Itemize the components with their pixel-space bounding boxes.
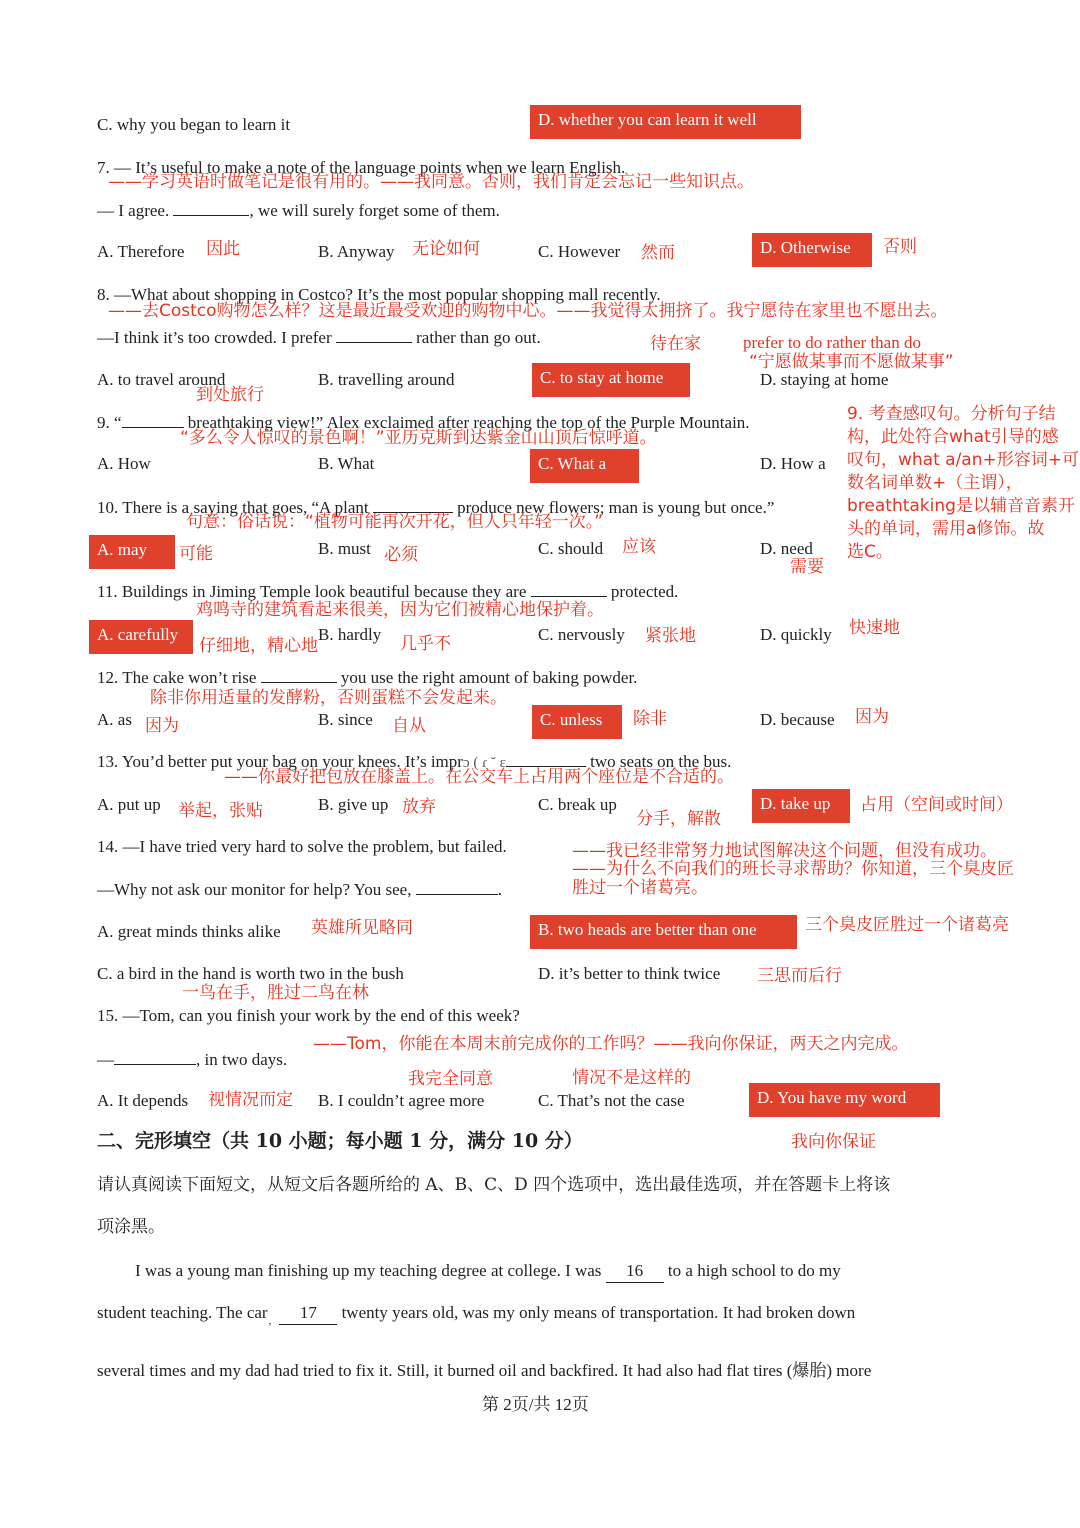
q9-expl-line: 构，此处符合what引导的感 bbox=[847, 427, 1059, 447]
q14-option-d: D. it’s better to think twice bbox=[538, 964, 721, 983]
q14-option-b-answer: B. two heads are better than one bbox=[530, 915, 797, 949]
q9-explanation bbox=[847, 403, 1077, 564]
q12-option-c-note: 除非 bbox=[633, 709, 667, 729]
q13-option-b-note: 放弃 bbox=[402, 797, 436, 817]
q10-option-a-note: 可能 bbox=[179, 544, 213, 564]
q10-question: 10. There is a saying that goes, “A plant produce new flowers; man is young but once.” bbox=[97, 498, 775, 517]
q7-answer-line: — I agree. , we will surely forget some of them. bbox=[97, 201, 500, 220]
q9-option-d: D. How a bbox=[760, 454, 826, 473]
q14-question: 14. —I have tried very hard to solve the problem, but failed. bbox=[97, 837, 507, 856]
q10-option-c-note: 应该 bbox=[622, 537, 656, 557]
q13-option-c-note: 分手，解散 bbox=[636, 809, 721, 829]
q12-option-a: A. as bbox=[97, 710, 132, 729]
section-instruction-2: 项涂黑。 bbox=[97, 1217, 165, 1237]
q11-option-a-note: 仔细地，精心地 bbox=[199, 636, 318, 656]
blank-16[interactable]: 16 bbox=[606, 1260, 664, 1283]
q6-option-c: C. why you began to learn it bbox=[97, 115, 291, 134]
q7-question: 7. — It’s useful to make a note of the language points when we learn English. bbox=[97, 158, 626, 177]
q8-blank bbox=[336, 326, 412, 343]
q14-translation-1: ——我已经非常努力地试图解决这个问题，但没有成功。 bbox=[572, 841, 997, 861]
q11-option-b-note: 几乎不 bbox=[400, 634, 451, 654]
q15-option-b-note: 我完全同意 bbox=[408, 1069, 493, 1089]
q8-note-meaning: “宁愿做某事而不愿做某事” bbox=[749, 352, 954, 372]
q11-option-c: C. nervously bbox=[538, 625, 625, 644]
q8-answer-line: —I think it’s too crowded. I prefer rather than go out. bbox=[97, 328, 541, 347]
q9-expl-line: breathtaking是以辅音音素开 bbox=[847, 496, 1075, 516]
q10-option-d: D. need bbox=[760, 539, 813, 558]
q10-option-b: B. must bbox=[318, 539, 371, 558]
q15-blank bbox=[114, 1048, 196, 1065]
q14-option-b-note: 三个臭皮匠胜过一个诸葛亮 bbox=[805, 915, 1009, 935]
q14-option-c: C. a bird in the hand is worth two in the bush bbox=[97, 964, 404, 983]
q14-option-a-note: 英雄所见略同 bbox=[311, 918, 413, 938]
page-number: 第 2页/共 12页 bbox=[482, 1395, 589, 1414]
q7-option-b-note: 无论如何 bbox=[412, 239, 480, 259]
q12-option-b-note: 自从 bbox=[392, 716, 426, 736]
passage-line-3: several times and my dad had tried to fix it. Still, it burned oil and backfired. It had also had flat tires (爆胎) more bbox=[97, 1361, 872, 1380]
passage-line-1: I was a young man finishing up my teaching degree at college. I was 16 to a high school to do my bbox=[135, 1260, 841, 1283]
q8-note-stay-home: 待在家 bbox=[650, 334, 701, 354]
q15-question: 15. —Tom, can you finish your work by the end of this week? bbox=[97, 1006, 520, 1025]
q7-option-d-note: 否则 bbox=[883, 237, 917, 257]
q11-translation: 鸡鸣寺的建筑看起来很美，因为它们被精心地保护着。 bbox=[196, 600, 604, 620]
q11-option-d: D. quickly bbox=[760, 625, 832, 644]
q13-option-b: B. give up bbox=[318, 795, 389, 814]
q15-translation: ——Tom，你能在本周末前完成你的工作吗？——我向你保证，两天之内完成。 bbox=[313, 1034, 909, 1054]
q9-expl-line: 9. 考查感叹句。分析句子结 bbox=[847, 404, 1056, 424]
q13-obscured-text: ​ɔ​ ( ɾ​ ˘ ɛ bbox=[462, 755, 506, 771]
q14-option-a: A. great minds thinks alike bbox=[97, 922, 281, 941]
q13-blank bbox=[506, 750, 586, 767]
q8-option-a: A. to travel around bbox=[97, 370, 226, 389]
q15-option-a: A. It depends bbox=[97, 1091, 189, 1110]
q11-option-b: B. hardly bbox=[318, 625, 382, 644]
q10-translation: 句意：俗话说：“植物可能再次开花，但人只年轻一次。” bbox=[186, 512, 604, 532]
q9-translation: “多么令人惊叹的景色啊！”亚历克斯到达紫金山山顶后惊呼道。 bbox=[180, 428, 657, 448]
q8-question: 8. —What about shopping in Costco? It’s the most popular shopping mall recently. bbox=[97, 285, 661, 304]
q13-option-d-note: 占用（空间或时间） bbox=[860, 795, 1013, 815]
q7-option-a: A. Therefore bbox=[97, 242, 185, 261]
q13-option-d-answer: D. take up bbox=[752, 789, 850, 823]
q7-option-c-note: 然而 bbox=[641, 243, 675, 263]
q14-option-d-note: 三思而后行 bbox=[757, 966, 842, 986]
q6-option-d-answer: D. whether you can learn it well bbox=[530, 105, 801, 139]
q13-option-a: A. put up bbox=[97, 795, 161, 814]
q7-option-a-note: 因此 bbox=[206, 239, 240, 259]
q8-translation: ——去Costco购物怎么样？这是最近最受欢迎的购物中心。——我觉得太拥挤了。我宁愿待在家里也不愿出去。 bbox=[108, 301, 948, 321]
q15-option-d-note: 我向你保证 bbox=[791, 1132, 876, 1152]
q9-expl-line: 数名词单数+（主谓）， bbox=[847, 473, 1023, 493]
q14-answer-line: —Why not ask our monitor for help? You see, . bbox=[97, 880, 502, 899]
q15-option-b: B. I couldn’t agree more bbox=[318, 1091, 485, 1110]
q12-option-d-note: 因为 bbox=[855, 707, 889, 727]
q9-expl-line: 叹句，what a/an+形容词+可 bbox=[847, 450, 1079, 470]
q9-blank bbox=[122, 411, 184, 428]
q10-option-a-answer: A. may bbox=[89, 535, 175, 569]
q12-option-c-answer: C. unless bbox=[532, 705, 622, 739]
q8-option-c-answer: C. to stay at home bbox=[532, 363, 690, 397]
q12-blank bbox=[261, 666, 337, 683]
q15-answer-line: — , in two days. bbox=[97, 1050, 288, 1069]
q10-option-b-note: 必须 bbox=[384, 545, 418, 565]
q10-option-d-note: 需要 bbox=[790, 557, 824, 577]
q11-blank bbox=[531, 580, 607, 597]
q12-option-b: B. since bbox=[318, 710, 373, 729]
q12-translation: 除非你用适量的发酵粉，否则蛋糕不会发起来。 bbox=[150, 688, 507, 708]
q14-blank bbox=[416, 878, 498, 895]
q7-option-d-answer: D. Otherwise bbox=[752, 233, 872, 267]
q9-option-c-answer: C. What a bbox=[530, 449, 639, 483]
q14-translation-3: 胜过一个诸葛亮。 bbox=[572, 878, 708, 898]
q12-option-d: D. because bbox=[760, 710, 835, 729]
section-title: 二、完形填空（共 10 小题；每小题 1 分，满分 10 分） bbox=[97, 1130, 583, 1152]
q11-option-d-note: 快速地 bbox=[849, 618, 900, 638]
q12-question: 12. The cake won’t rise you use the right amount of baking powder. bbox=[97, 668, 638, 687]
passage-line-2: student teaching. The car$_,$ 17 twenty years old, was my only means of transportation. It had broken down bbox=[97, 1303, 856, 1327]
q15-option-d-answer: D. You have my word bbox=[749, 1083, 940, 1117]
q8-option-d: D. staying at home bbox=[760, 370, 889, 389]
q9-expl-line: 选C。 bbox=[847, 542, 893, 562]
q7-option-b: B. Anyway bbox=[318, 242, 395, 261]
q9-option-a: A. How bbox=[97, 454, 151, 473]
q15-option-c-note: 情况不是这样的 bbox=[572, 1068, 691, 1088]
q13-option-a-note: 举起，张贴 bbox=[178, 801, 263, 821]
q13-translation: ——你最好把包放在膝盖上。在公交车上占用两个座位是不合适的。 bbox=[224, 767, 734, 787]
q12-option-a-note: 因为 bbox=[145, 716, 179, 736]
q8-note-grammar: prefer to do rather than do bbox=[743, 333, 921, 352]
section-instruction-1: 请认真阅读下面短文，从短文后各题所给的 A、B、C、D 四个选项中，选出最佳选项，并在答题卡上将该 bbox=[97, 1175, 891, 1195]
q10-option-c: C. should bbox=[538, 539, 604, 558]
q13-question: 13. You’d better put your bag on your knees. It’s impr​ɔ​ ( ɾ​ ˘ ɛ two seats on the bus. bbox=[97, 752, 732, 771]
q8-option-a-note: 到处旅行 bbox=[196, 385, 264, 405]
q10-blank bbox=[373, 496, 453, 513]
q9-option-b: B. What bbox=[318, 454, 375, 473]
q7-translation: ——学习英语时做笔记是很有用的。——我同意。否则，我们肯定会忘记一些知识点。 bbox=[108, 172, 754, 192]
q11-option-a-answer: A. carefully bbox=[89, 620, 193, 654]
q7-blank bbox=[173, 199, 249, 216]
q13-option-c: C. break up bbox=[538, 795, 617, 814]
q9-expl-line: 头的单词，需用a修饰。故 bbox=[847, 519, 1045, 539]
blank-17[interactable]: 17 bbox=[279, 1302, 337, 1325]
q11-option-c-note: 紧张地 bbox=[645, 626, 696, 646]
q15-option-a-note: 视情况而定 bbox=[208, 1090, 293, 1110]
q8-option-b: B. travelling around bbox=[318, 370, 455, 389]
q14-option-c-note: 一鸟在手，胜过二鸟在林 bbox=[182, 983, 369, 1003]
q14-translation-2: ——为什么不向我们的班长寻求帮助？你知道，三个臭皮匠 bbox=[572, 859, 1014, 879]
q11-question: 11. Buildings in Jiming Temple look beautiful because they are protected. bbox=[97, 582, 679, 601]
stray-comma: , bbox=[268, 1315, 272, 1327]
q7-option-c: C. However bbox=[538, 242, 621, 261]
q9-question: 9. “ breathtaking view!” Alex exclaimed after reaching the top of the Purple Mountain. bbox=[97, 413, 750, 432]
q15-option-c: C. That’s not the case bbox=[538, 1091, 685, 1110]
